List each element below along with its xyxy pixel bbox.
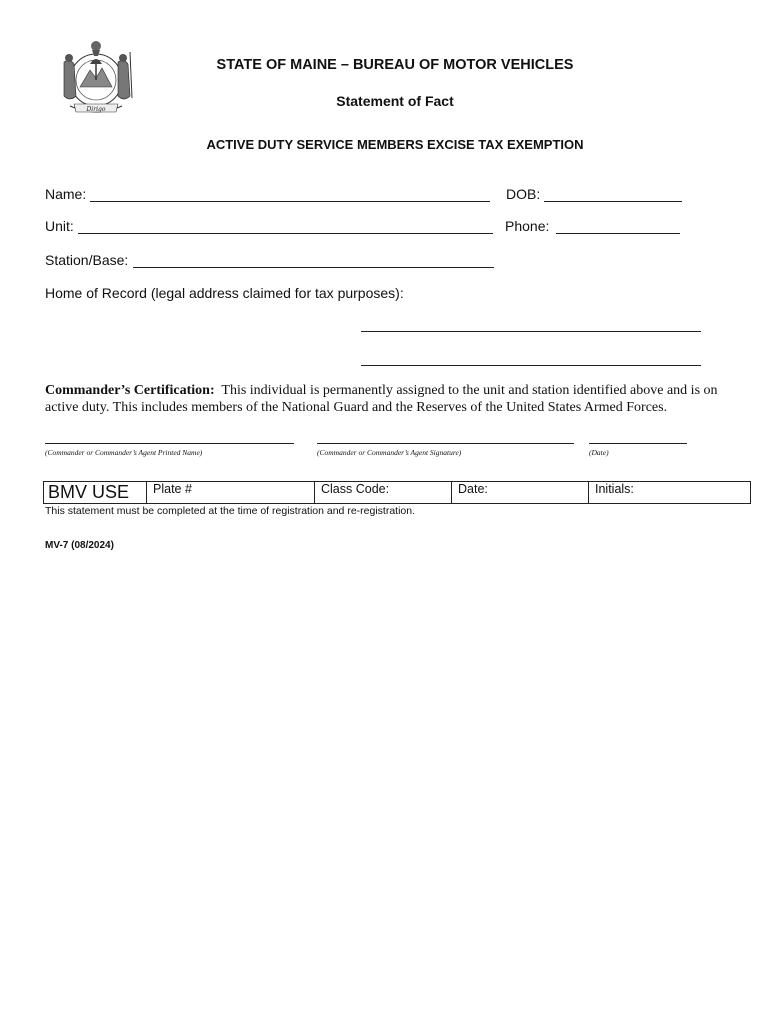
agency-title: STATE OF MAINE – BUREAU OF MOTOR VEHICLES (216, 57, 574, 73)
home-address-line-1[interactable] (361, 331, 701, 332)
signature-caption: (Commander or Commander’s Agent Signature) (317, 448, 462, 457)
printed-name-caption: (Commander or Commander’s Agent Printed Name) (45, 448, 203, 457)
station-label: Station/Base: (45, 252, 129, 268)
registration-note: This statement must be completed at the time of registration and re-registration. (45, 505, 416, 517)
commander-certification (45, 382, 735, 416)
unit-label: Unit: (45, 218, 74, 234)
name-field[interactable] (90, 201, 490, 202)
bmv-use-label: BMV USE (44, 482, 147, 504)
date-cell[interactable]: Date: (452, 482, 589, 504)
unit-field[interactable] (78, 233, 493, 234)
form-subtitle: ACTIVE DUTY SERVICE MEMBERS EXCISE TAX EXEMPTION (206, 137, 584, 152)
dob-field[interactable] (544, 201, 682, 202)
dob-label: DOB: (506, 186, 541, 202)
printed-name-line[interactable] (45, 443, 294, 444)
initials-cell[interactable]: Initials: (589, 482, 751, 504)
form-title: Statement of Fact (336, 93, 454, 109)
station-field[interactable] (133, 267, 494, 268)
date-caption: (Date) (589, 448, 609, 457)
plate-cell[interactable]: Plate # (147, 482, 315, 504)
class-code-cell[interactable]: Class Code: (315, 482, 452, 504)
home-of-record-label: Home of Record (legal address claimed for tax purposes): (45, 285, 404, 301)
form-number: MV-7 (08/2024) (45, 540, 114, 551)
seal-motto: Dirigo (86, 106, 106, 113)
home-address-line-2[interactable] (361, 365, 701, 366)
date-line[interactable] (589, 443, 687, 444)
phone-field[interactable] (556, 233, 680, 234)
certification-heading: Commander’s Certification: (45, 383, 215, 398)
certification-text: This individual is permanently assigned to the unit and station identified above and is on active duty. This includes members of the National Guard and the Reserves of the United States Armed Forces. (45, 383, 718, 415)
phone-label: Phone: (505, 218, 550, 234)
signature-line[interactable] (317, 443, 574, 444)
bmv-use-table (43, 481, 751, 504)
name-label: Name: (45, 186, 87, 202)
